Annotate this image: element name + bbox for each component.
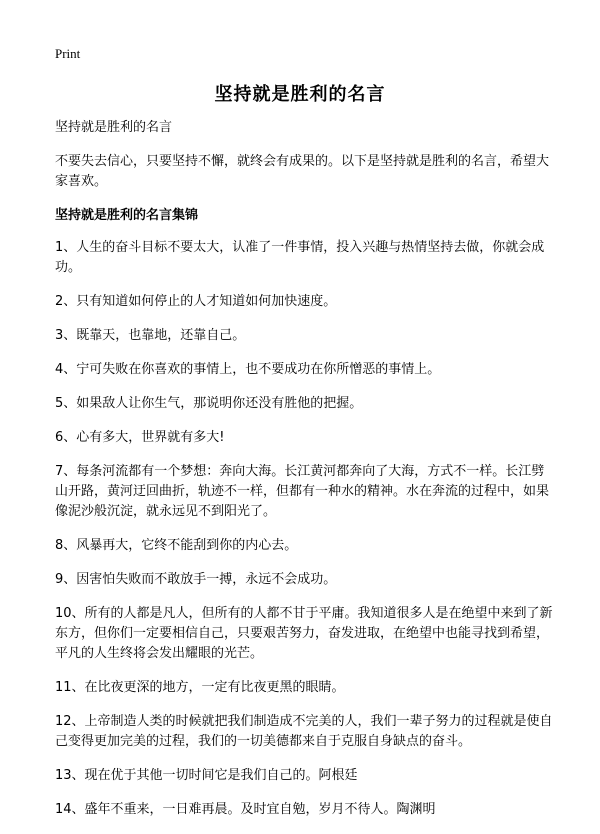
quote-item: 13、现在优于其他一切时间它是我们自己的。阿根廷 (55, 768, 358, 783)
intro-paragraph: 不要失去信心，只要坚持不懈，就终会有成果的。以下是坚持就是胜利的名言，希望大家喜欢。 (55, 154, 550, 189)
quote-item: 10、所有的人都是凡人，但所有的人都不甘于平庸。我知道很多人是在绝望中来到了新东方，但你们一定要相信自己，只要艰苦努力，奋发进取，在绝望中也能寻找到希望，平凡的人生终将会发出耀眼的光芒。 (55, 606, 553, 661)
quote-item: 1、人生的奋斗目标不要太大，认准了一件事情，投入兴趣与热情坚持去做，你就会成功。 (55, 240, 545, 275)
quote-item: 9、因害怕失败而不敢放手一搏，永远不会成功。 (55, 572, 337, 587)
print-link[interactable]: Print (55, 46, 81, 61)
quote-item: 14、盛年不重来，一日难再晨。及时宜自勉，岁月不待人。陶渊明 (55, 802, 436, 817)
quote-item: 4、宁可失败在你喜欢的事情上，也不要成功在你所憎恶的事情上。 (55, 362, 441, 377)
quote-item: 8、风暴再大，它终不能刮到你的内心去。 (55, 538, 298, 553)
article-body (55, 118, 555, 834)
quote-item: 12、上帝制造人类的时候就把我们制造成不完美的人，我们一辈子努力的过程就是使自己变得更加完美的过程，我们的一切美德都来自于克服自身缺点的奋斗。 (55, 714, 553, 749)
article-subtitle: 坚持就是胜利的名言 (55, 120, 173, 135)
section-heading: 坚持就是胜利的名言集锦 (55, 208, 199, 223)
page-title: 坚持就是胜利的名言 (214, 84, 386, 105)
quote-item: 2、只有知道如何停止的人才知道如何加快速度。 (55, 294, 337, 309)
quote-item: 11、在比夜更深的地方，一定有比夜更黑的眼睛。 (55, 680, 345, 695)
quote-item: 3、既靠天，也靠地，还靠自己。 (55, 328, 246, 343)
quote-item: 6、心有多大，世界就有多大! (55, 430, 225, 445)
quote-item: 7、每条河流都有一个梦想：奔向大海。长江黄河都奔向了大海，方式不一样。长江劈山开路，黄河迂回曲折，轨迹不一样，但都有一种水的精神。水在奔流的过程中，如果像泥沙般沉淀，就永远见不到阳光了。 (55, 464, 550, 519)
quote-item: 5、如果敌人让你生气，那说明你还没有胜他的把握。 (55, 396, 363, 411)
